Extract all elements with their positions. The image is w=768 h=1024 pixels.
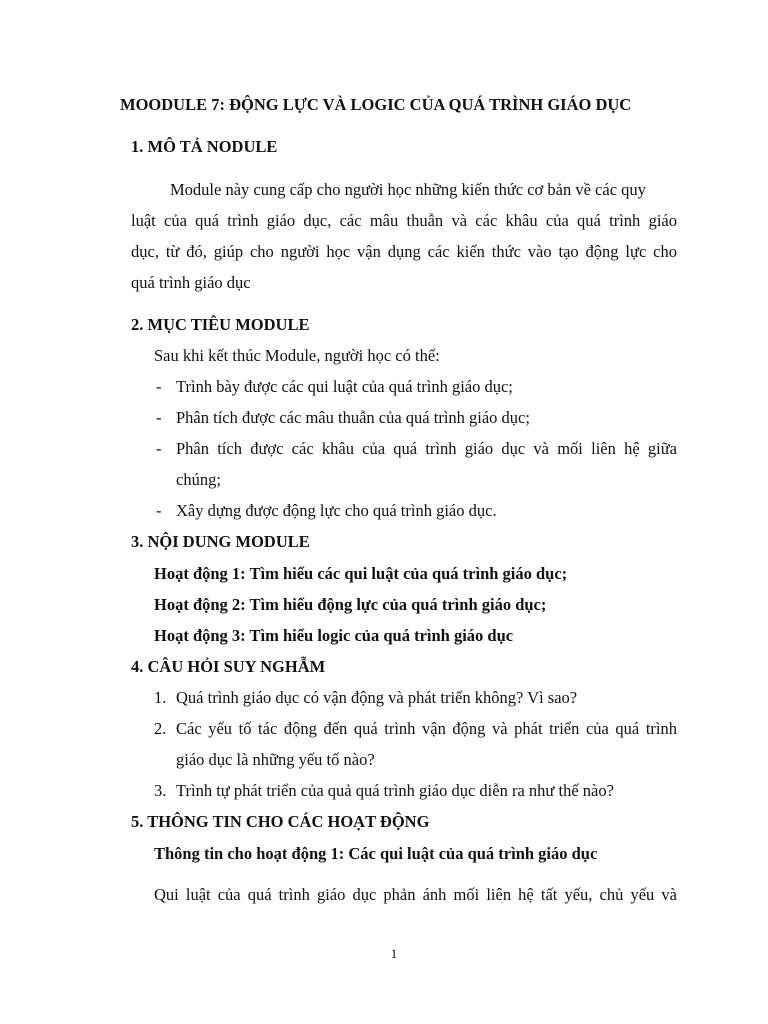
- section-1-line: quá trình giáo dục: [131, 273, 251, 292]
- activity-item: Hoạt động 3: Tìm hiểu logic của quá trình giáo dục: [154, 626, 514, 645]
- section-1-line: dục, từ đó, giúp cho người học vận dụng các kiến thức vào tạo động lực cho: [131, 242, 677, 261]
- question-number: 3.: [154, 781, 167, 800]
- page-number: 1: [390, 946, 398, 961]
- question-number: 1.: [154, 688, 167, 707]
- question-text: Các yếu tố tác động đến quá trình vận động và phát triển của quá trình: [176, 719, 677, 738]
- question-continuation: giáo dục là những yếu tố nào?: [176, 750, 375, 769]
- section-4-heading: 4. CÂU HỎI SUY NGHẪM: [131, 657, 326, 676]
- bullet-dash: -: [156, 439, 162, 458]
- section-2-heading: 2. MỤC TIÊU MODULE: [131, 315, 310, 334]
- document-title: MOODULE 7: ĐỘNG LỰC VÀ LOGIC CỦA QUÁ TRÌNH GIÁO DỤC: [120, 95, 632, 114]
- activity-item: Hoạt động 1: Tìm hiểu các qui luật của quá trình giáo dục;: [154, 564, 568, 583]
- question-text: Quá trình giáo dục có vận động và phát triển không? Vì sao?: [176, 688, 578, 707]
- section-5-subheading: Thông tin cho hoạt động 1: Các qui luật của quá trình giáo dục: [154, 844, 598, 863]
- objective-text: Phân tích được các khâu của quá trình giáo dục và mối liên hệ giữa: [176, 439, 677, 458]
- activity-item: Hoạt động 2: Tìm hiểu động lực của quá trình giáo dục;: [154, 595, 547, 614]
- question-text: Trình tự phát triển của quả quá trình giáo dục diễn ra như thế nào?: [176, 781, 614, 800]
- bullet-dash: -: [156, 501, 162, 520]
- section-1-heading: 1. MÔ TẢ NODULE: [131, 137, 278, 156]
- objective-continuation: chúng;: [176, 470, 221, 489]
- section-5-paragraph: Qui luật của quá trình giáo dục phản ánh mối liên hệ tất yếu, chủ yếu và: [154, 885, 677, 904]
- bullet-dash: -: [156, 408, 162, 427]
- section-2-intro: Sau khi kết thúc Module, người học có thể:: [154, 346, 440, 365]
- objective-text: Phân tích được các mâu thuẫn của quá trình giáo dục;: [176, 408, 530, 427]
- question-number: 2.: [154, 719, 167, 738]
- objective-text: Xây dựng được động lực cho quá trình giáo dục.: [176, 501, 497, 520]
- section-5-heading: 5. THÔNG TIN CHO CÁC HOẠT ĐỘNG: [131, 812, 430, 831]
- objective-text: Trình bày được các qui luật của quá trình giáo dục;: [176, 377, 513, 396]
- section-1-line: luật của quá trình giáo dục, các mâu thuẫn và các khâu của quá trình giáo: [131, 211, 677, 230]
- bullet-dash: -: [156, 377, 162, 396]
- section-1-line: Module này cung cấp cho người học những kiến thức cơ bản về các quy: [170, 180, 646, 199]
- section-3-heading: 3. NỘI DUNG MODULE: [131, 532, 310, 551]
